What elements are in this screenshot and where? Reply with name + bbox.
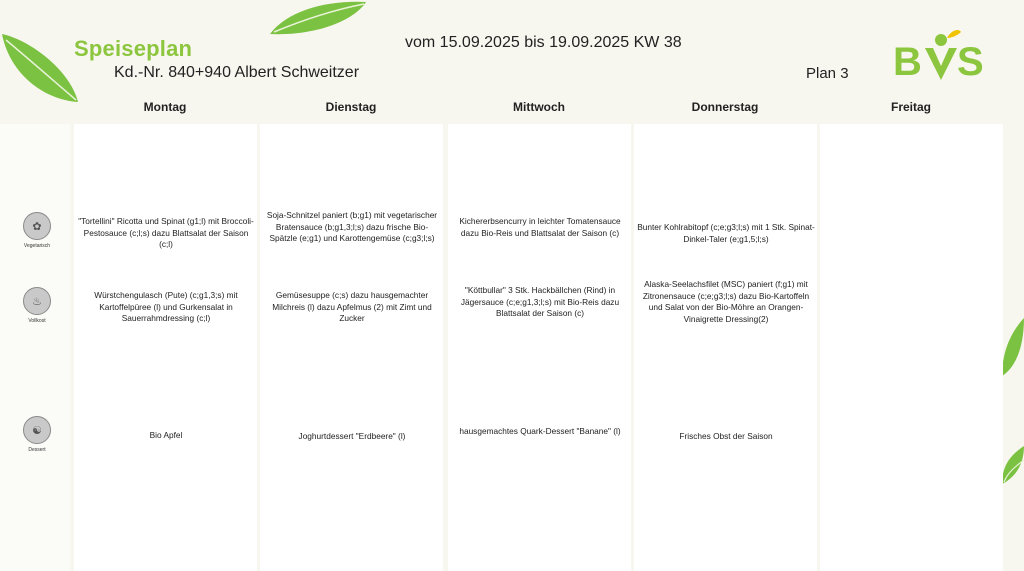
meal-vollkost-montag: Würstchengulasch (Pute) (c;g1,3;s) mit Kartoffelpüree (l) und Gurkensalat in Sauerrahmdressing (c;l)	[94, 290, 238, 323]
logo-letter-left: B	[893, 40, 922, 84]
customer-number: Kd.-Nr. 840+940 Albert Schweitzer	[114, 64, 360, 81]
meal-vegetarisch-montag: "Tortellini" Ricotta und Spinat (g1;l) mit Broccoli-Pestosauce (c;l;s) dazu Blattsalat der Saison (c;l)	[78, 216, 254, 249]
meal-vollkost-donnerstag: Alaska-Seelachsfilet (MSC) paniert (f;g1) mit Zitronensauce (c;e;g3;l;s) dazu Bio-Kartoffeln und Salat von der Bio-Möhre an Orangen-Vinaigrette Dressing(2)	[642, 279, 810, 324]
column-freitag	[820, 124, 1003, 571]
leaf-decoration-right-lower	[1000, 446, 1024, 486]
day-header-dienstag: Dienstag	[325, 100, 377, 114]
bvs-logo	[893, 26, 993, 86]
leaf-decoration-right-upper	[1000, 318, 1024, 378]
meal-vegetarisch-donnerstag: Bunter Kohlrabitopf (c;e;g3;l;s) mit 1 Stk. Spinat-Dinkel-Taler (e;g1,5;l;s)	[637, 222, 815, 244]
column-montag	[74, 124, 257, 571]
leaf-decoration-top-left	[0, 30, 80, 105]
page-title: Speiseplan	[74, 36, 193, 61]
dessert-icon: ☯	[23, 416, 51, 444]
category-column	[0, 124, 70, 571]
day-header-montag: Montag	[143, 100, 187, 114]
day-header-freitag: Freitag	[890, 100, 931, 114]
category-label: Dessert	[28, 447, 46, 453]
meal-dessert-donnerstag: Frisches Obst der Saison	[679, 431, 773, 441]
day-header-donnerstag: Donnerstag	[691, 100, 759, 114]
category-dessert	[22, 416, 52, 453]
category-label: Vegetarisch	[23, 243, 51, 249]
vegetarian-icon: ✿	[23, 212, 51, 240]
column-mittwoch	[448, 124, 631, 571]
meal-dessert-montag: Bio Apfel	[149, 430, 183, 440]
logo-figure-icon	[921, 30, 961, 84]
logo-letter-right: S	[957, 40, 984, 84]
meal-vollkost-mittwoch: "Köttbullar" 3 Stk. Hackbällchen (Rind) in Jägersauce (c;e;g1,3;l;s) mit Bio-Reis dazu Blattsalat der Saison (c)	[460, 285, 620, 318]
full-meal-icon: ♨	[23, 287, 51, 315]
meal-dessert-dienstag: Joghurtdessert "Erdbeere" (l)	[298, 431, 406, 441]
week-period: vom 15.09.2025 bis 19.09.2025 KW 38	[405, 34, 682, 51]
meal-vollkost-dienstag: Gemüsesuppe (c;s) dazu hausgemachter Milchreis (l) dazu Apfelmus (2) mit Zimt und Zucker	[272, 290, 432, 323]
day-header-mittwoch: Mittwoch	[513, 100, 565, 114]
category-label: Vollkost	[28, 318, 46, 324]
plan-label: Plan 3	[806, 65, 849, 82]
leaf-decoration-top-center	[268, 0, 368, 36]
meal-vegetarisch-dienstag: Soja-Schnitzel paniert (b;g1) mit vegetarischer Bratensauce (b;g1,3;l;s) dazu frische Bio-Spätzle (e;g1) und Karottengemüse (c;g3;l;s)	[266, 210, 438, 243]
category-vegetarisch	[22, 212, 52, 249]
meal-dessert-mittwoch: hausgemachtes Quark-Dessert "Banane" (l)	[459, 426, 621, 436]
column-dienstag	[260, 124, 443, 571]
meal-vegetarisch-mittwoch: Kichererbsencurry in leichter Tomatensauce dazu Bio-Reis und Blattsalat der Saison (c)	[459, 216, 621, 238]
column-donnerstag	[634, 124, 817, 571]
category-vollkost	[22, 287, 52, 324]
